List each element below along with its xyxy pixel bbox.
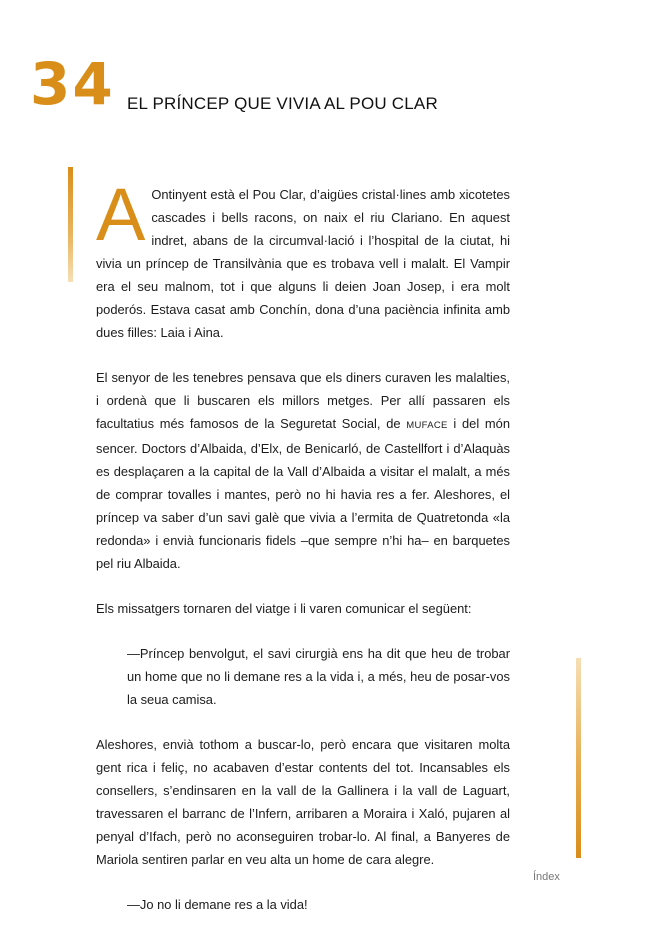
drop-cap: A: [96, 173, 146, 256]
paragraph-2-text-b: i del món sencer. Doctors d’Albaida, d’Elx, de Benicarló, de Castellfort i d’Alaquàs es desplaçaren a la capital de la Vall d’Albaida a visitar el malalt, a més de comprar tovalles i mantes, però no hi havia res a fer. Aleshores, el príncep va saber d’un savi galè que vivia a l’ermita de Quatretonda «la redonda» i envià funcionaris fidels –que sempre n’hi ha– en barquetes pel riu Albaida.: [96, 416, 510, 571]
paragraph-5: Aleshores, envià tothom a buscar-lo, però encara que visitaren molta gent rica i feliç, no acabaven d’estar contents del tot. Incansables els consellers, s’endinsaren en la vall de la Gallinera i la vall de Laguart, travessaren el barranc de l’Infern, arribaren a Moraira i Xaló, pujaren al penyal d’Ifach, però no aconseguiren trobar-lo. Al final, a Banyeres de Mariola sentiren parlar en veu alta un home de cara alegre.: [96, 737, 510, 867]
quote-2: —Jo no li demane res a la vida!: [127, 897, 308, 912]
paragraph-1-text: Ontinyent està el Pou Clar, d’aigües cristal·lines amb xicotetes cascades i bells racons, on naix el riu Clariano. En aquest indret, abans de la circumval·lació i l’hospital de la ciutat, hi vivia un príncep de Transilvània que es trobava vell i malalt. El Vampir era el seu malnom, tot i que alguns li deien Joan Josep, i era molt poderós. Estava casat amb Conchín, dona d’una paciència infinita amb dues filles: Laia i Aina.: [96, 187, 510, 340]
right-accent-bar: [576, 658, 581, 858]
paragraph-1: [96, 173, 510, 344]
left-accent-bar: [68, 167, 73, 282]
chapter-number: 34: [30, 50, 115, 118]
muface-smallcaps: MUFACE: [406, 420, 448, 431]
paragraph-3: Els missatgers tornaren del viatge i li varen comunicar el següent:: [96, 601, 472, 616]
quote-1: —Príncep benvolgut, el savi cirurgià ens ha dit que heu de trobar un home que no li demane res a la vida i, a més, heu de posar-vos la seua camisa.: [127, 646, 510, 707]
paragraph-2: [96, 366, 510, 575]
paragraph-2-text-a: El senyor de les tenebres pensava que els diners curaven les malalties, i ordenà que li buscaren els millors metges. Per allí passaren els facultatius més famosos de la Seguretat Social, de: [96, 370, 510, 431]
index-link[interactable]: Índex: [533, 871, 560, 883]
chapter-title: EL PRÍNCEP QUE VIVIA AL POU CLAR: [127, 94, 438, 113]
body-text: [96, 173, 510, 938]
